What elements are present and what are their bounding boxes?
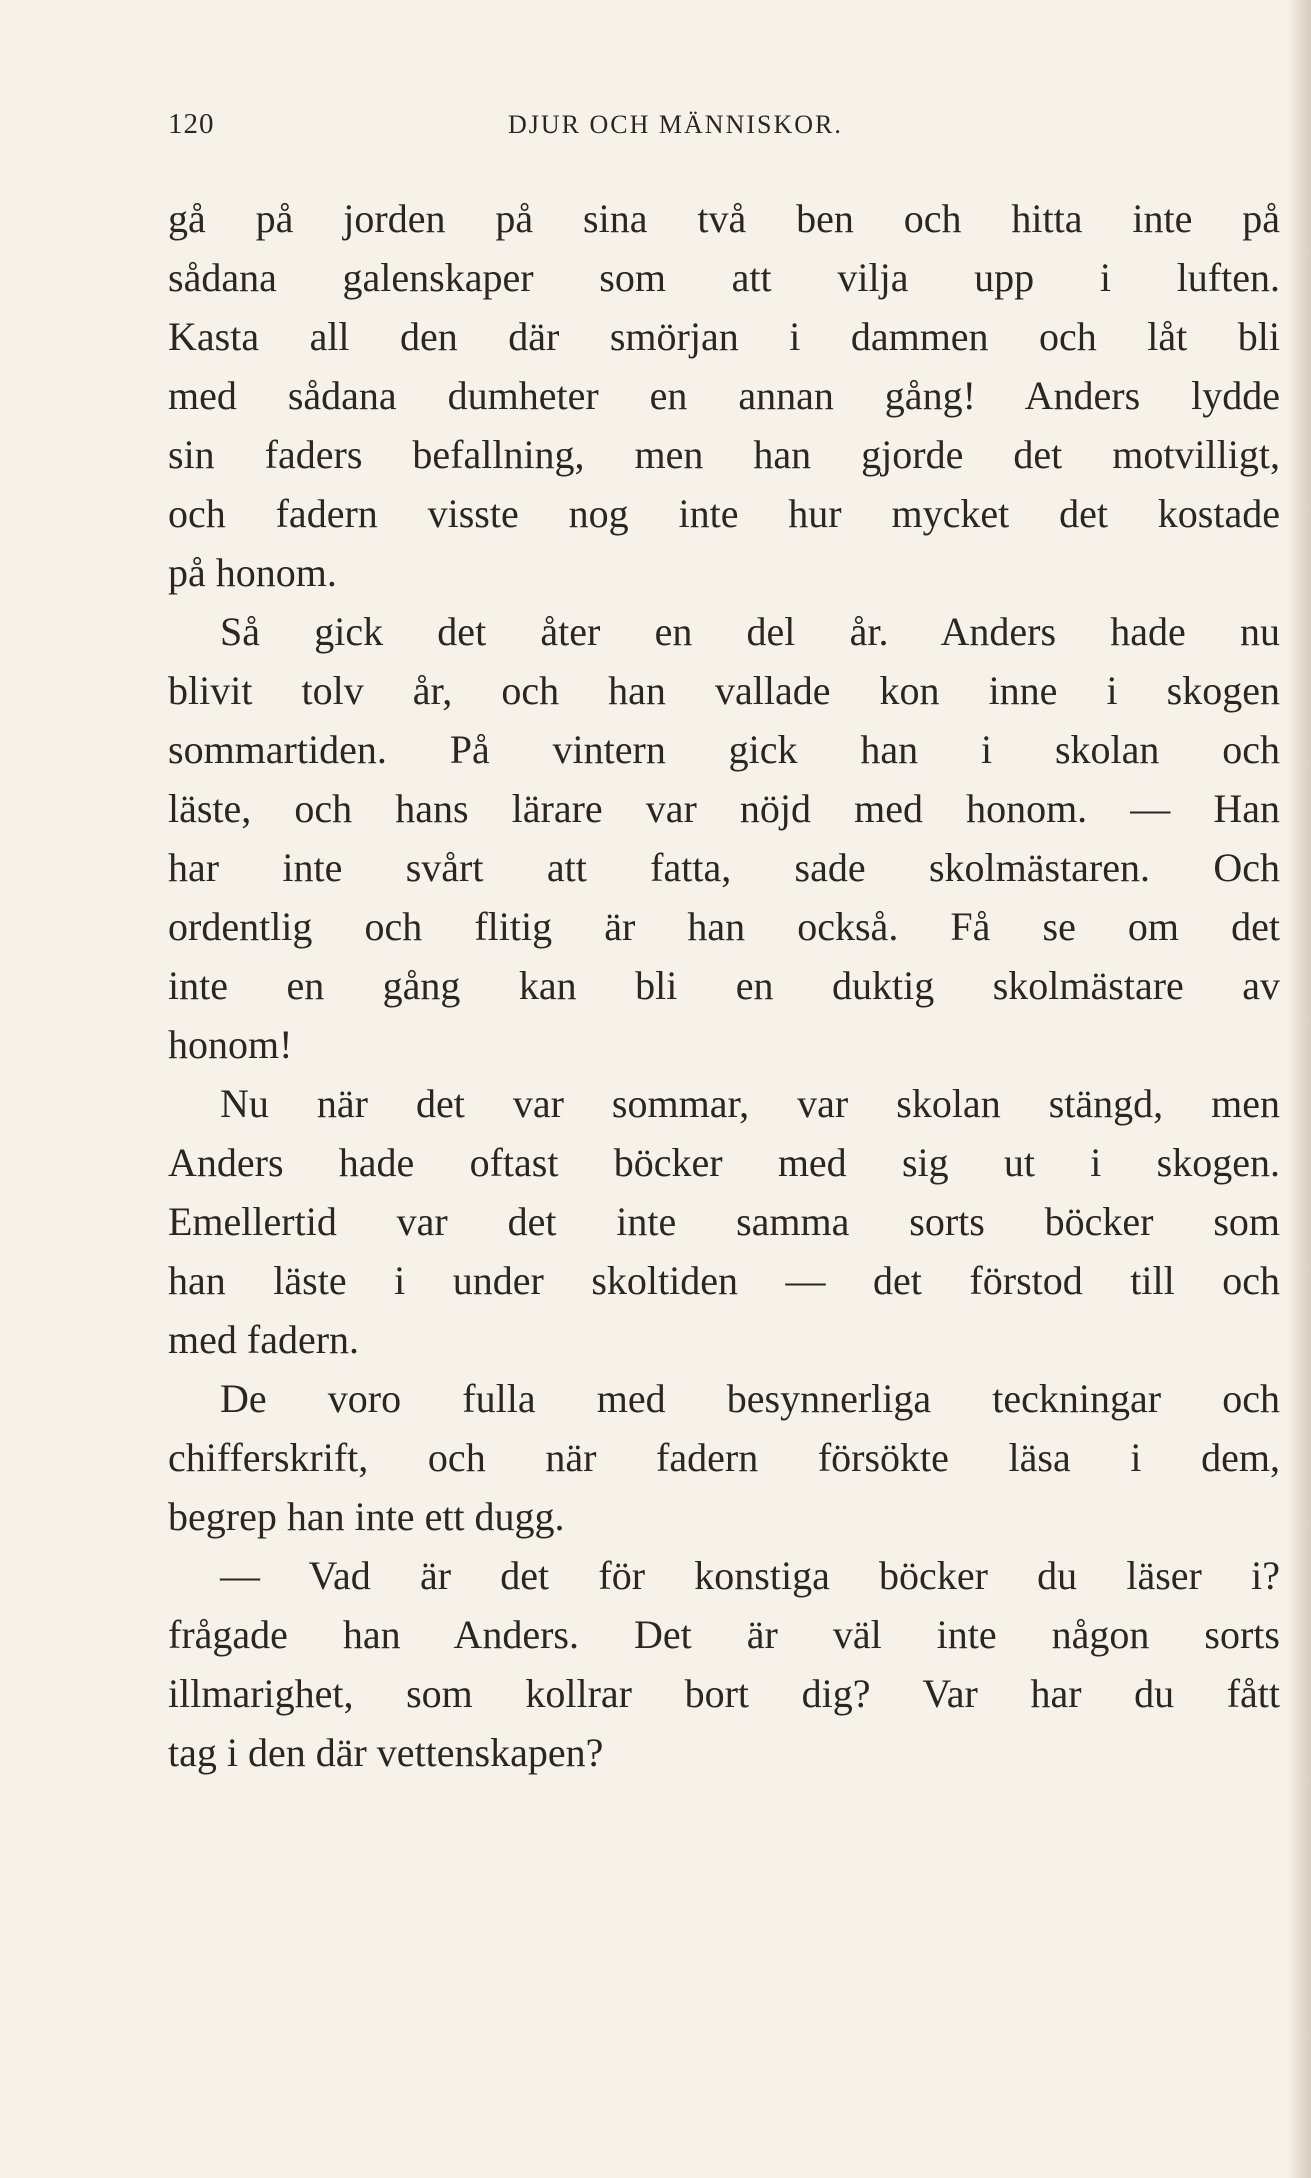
- text-line: Emellertid var det inte samma sorts böcker som: [168, 1199, 1280, 1244]
- text-line: Anders hade oftast böcker med sig ut i skogen.: [168, 1140, 1280, 1185]
- text-line: Så gick det åter en del år. Anders hade nu: [220, 609, 1280, 654]
- running-header: [168, 108, 1280, 156]
- text-line: gå på jorden på sina två ben och hitta inte på: [168, 196, 1280, 241]
- text-line: och fadern visste nog inte hur mycket det kostade: [168, 491, 1280, 536]
- text-line: — Vad är det för konstiga böcker du läser i?: [220, 1553, 1280, 1598]
- text-line: blivit tolv år, och han vallade kon inne i skogen: [168, 668, 1280, 713]
- page-number: 120: [168, 108, 215, 140]
- page-edge-shadow: [1287, 0, 1311, 2178]
- text-line: Kasta all den där smörjan i dammen och låt bli: [168, 314, 1280, 359]
- text-line: inte en gång kan bli en duktig skolmästare av: [168, 963, 1280, 1008]
- text-line: han läste i under skoltiden — det förstod till och: [168, 1258, 1280, 1303]
- text-line: honom!: [168, 1022, 293, 1067]
- text-line: Nu när det var sommar, var skolan stängd, men: [220, 1081, 1280, 1126]
- text-line: med sådana dumheter en annan gång! Anders lydde: [168, 373, 1280, 418]
- body-text: [168, 189, 1280, 1782]
- text-line: har inte svårt att fatta, sade skolmästaren. Och: [168, 845, 1280, 890]
- text-line: De voro fulla med besynnerliga teckningar och: [220, 1376, 1280, 1421]
- text-line: sådana galenskaper som att vilja upp i luften.: [168, 255, 1280, 300]
- text-line: tag i den där vettenskapen?: [168, 1730, 604, 1775]
- text-line: sin faders befallning, men han gjorde det motvilligt,: [168, 432, 1280, 477]
- text-line: frågade han Anders. Det är väl inte någon sorts: [168, 1612, 1280, 1657]
- text-line: på honom.: [168, 550, 337, 595]
- text-line: ordentlig och flitig är han också. Få se om det: [168, 904, 1280, 949]
- running-title: DJUR OCH MÄNNISKOR.: [508, 110, 843, 139]
- text-line: läste, och hans lärare var nöjd med honom. — Han: [168, 786, 1280, 831]
- text-line: med fadern.: [168, 1317, 360, 1362]
- text-line: sommartiden. På vintern gick han i skolan och: [168, 727, 1280, 772]
- text-line: chifferskrift, och när fadern försökte läsa i dem,: [168, 1435, 1280, 1480]
- text-line: begrep han inte ett dugg.: [168, 1494, 565, 1539]
- text-line: illmarighet, som kollrar bort dig? Var har du fått: [168, 1671, 1280, 1716]
